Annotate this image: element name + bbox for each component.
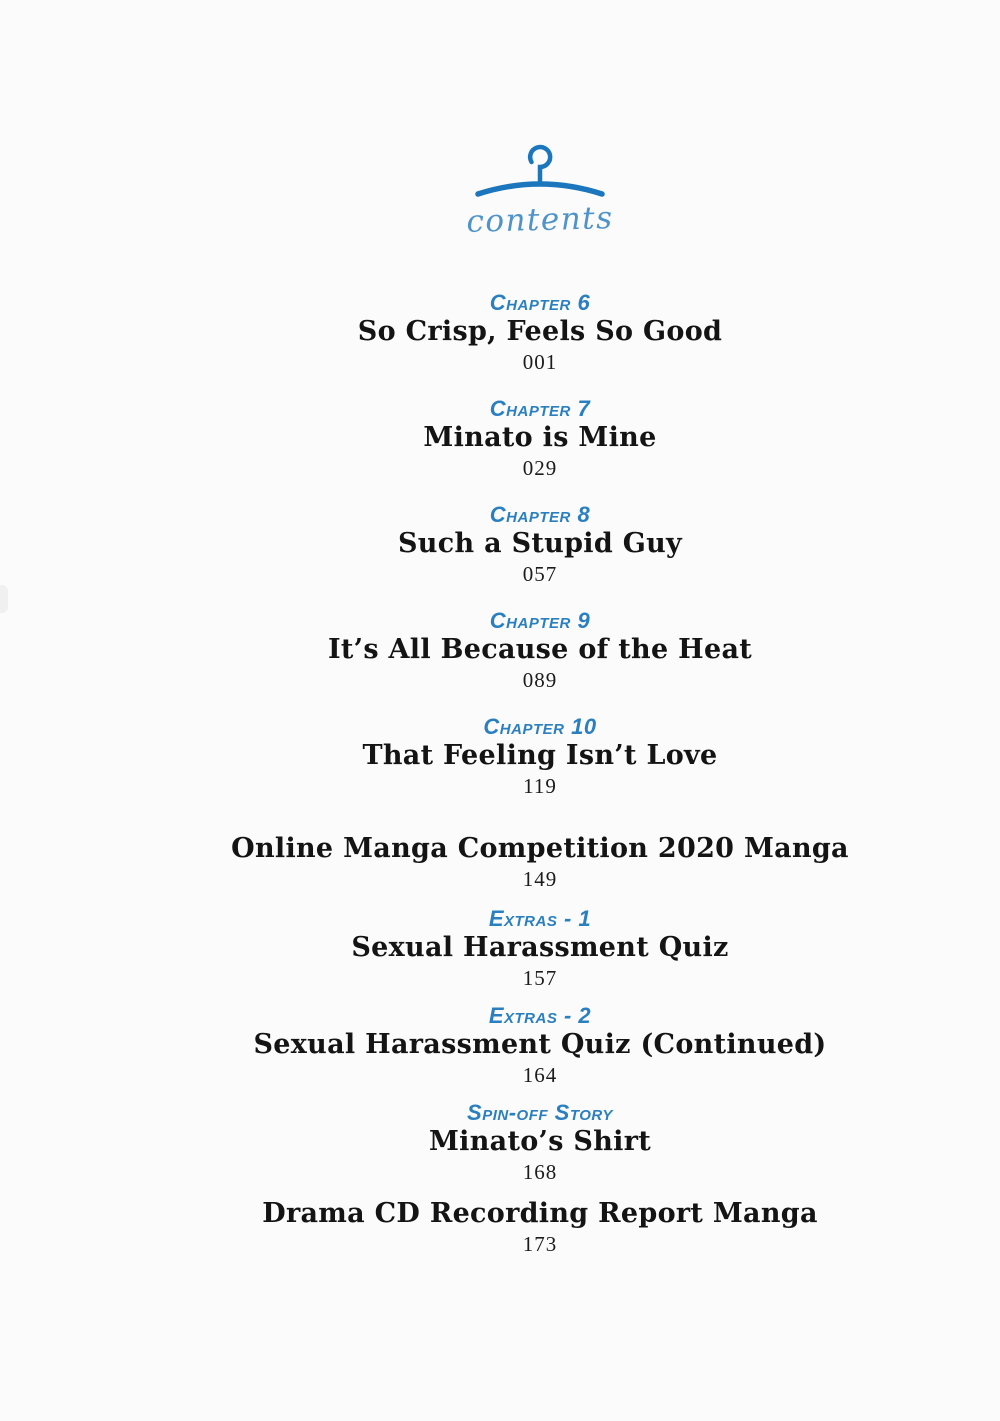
chapter-title: Drama CD Recording Report Manga [262, 1198, 818, 1229]
page-number: 168 [522, 1160, 558, 1184]
page-number: 001 [522, 350, 558, 374]
scan-artifact [0, 585, 8, 613]
spin-off-heading: Spin-off Story [467, 1100, 613, 1125]
page-number: 164 [522, 1063, 558, 1087]
chapter-heading: Chapter 10 [483, 714, 597, 739]
toc-entry-chapter-6 [40, 290, 1000, 376]
page-number: 029 [522, 456, 558, 480]
chapter-title: Such a Stupid Guy [398, 528, 682, 559]
chapter-title: Online Manga Competition 2020 Manga [231, 833, 849, 864]
content-column [40, 0, 1000, 1258]
hanger-icon [40, 136, 1000, 198]
chapter-title: Minato is Mine [423, 422, 657, 453]
chapter-heading: Chapter 9 [489, 608, 591, 633]
page-number: 149 [522, 867, 558, 891]
chapter-heading: Chapter 8 [489, 502, 591, 527]
page-number: 119 [523, 774, 557, 798]
chapter-title: Sexual Harassment Quiz [351, 932, 729, 963]
chapter-heading: Chapter 7 [489, 396, 591, 421]
page-number: 089 [522, 668, 558, 692]
toc-entry-extras-1 [40, 906, 1000, 992]
toc-entry-chapter-8 [40, 502, 1000, 588]
extras-heading: Extras - 2 [488, 1003, 592, 1028]
toc-entry-spin-off-story [40, 1100, 1000, 1186]
chapter-title: It’s All Because of the Heat [327, 634, 753, 665]
extras-heading: Extras - 1 [488, 906, 592, 931]
page-number: 173 [522, 1232, 558, 1256]
table-of-contents [40, 290, 1000, 1258]
toc-entry-drama-cd-report [40, 1197, 1000, 1258]
toc-entry-online-manga-competition [40, 832, 1000, 893]
chapter-title: So Crisp, Feels So Good [357, 316, 723, 347]
page-number: 157 [522, 966, 558, 990]
toc-entry-extras-2 [40, 1003, 1000, 1089]
toc-entry-chapter-7 [40, 396, 1000, 482]
chapter-title: That Feeling Isn’t Love [362, 740, 718, 771]
chapter-title: Minato’s Shirt [428, 1126, 652, 1157]
contents-script-title: contents [465, 200, 615, 240]
chapter-heading: Chapter 6 [489, 290, 591, 315]
page-number: 057 [522, 562, 558, 586]
toc-entry-chapter-10 [40, 714, 1000, 800]
chapter-title: Sexual Harassment Quiz (Continued) [253, 1029, 827, 1060]
toc-entry-chapter-9 [40, 608, 1000, 694]
